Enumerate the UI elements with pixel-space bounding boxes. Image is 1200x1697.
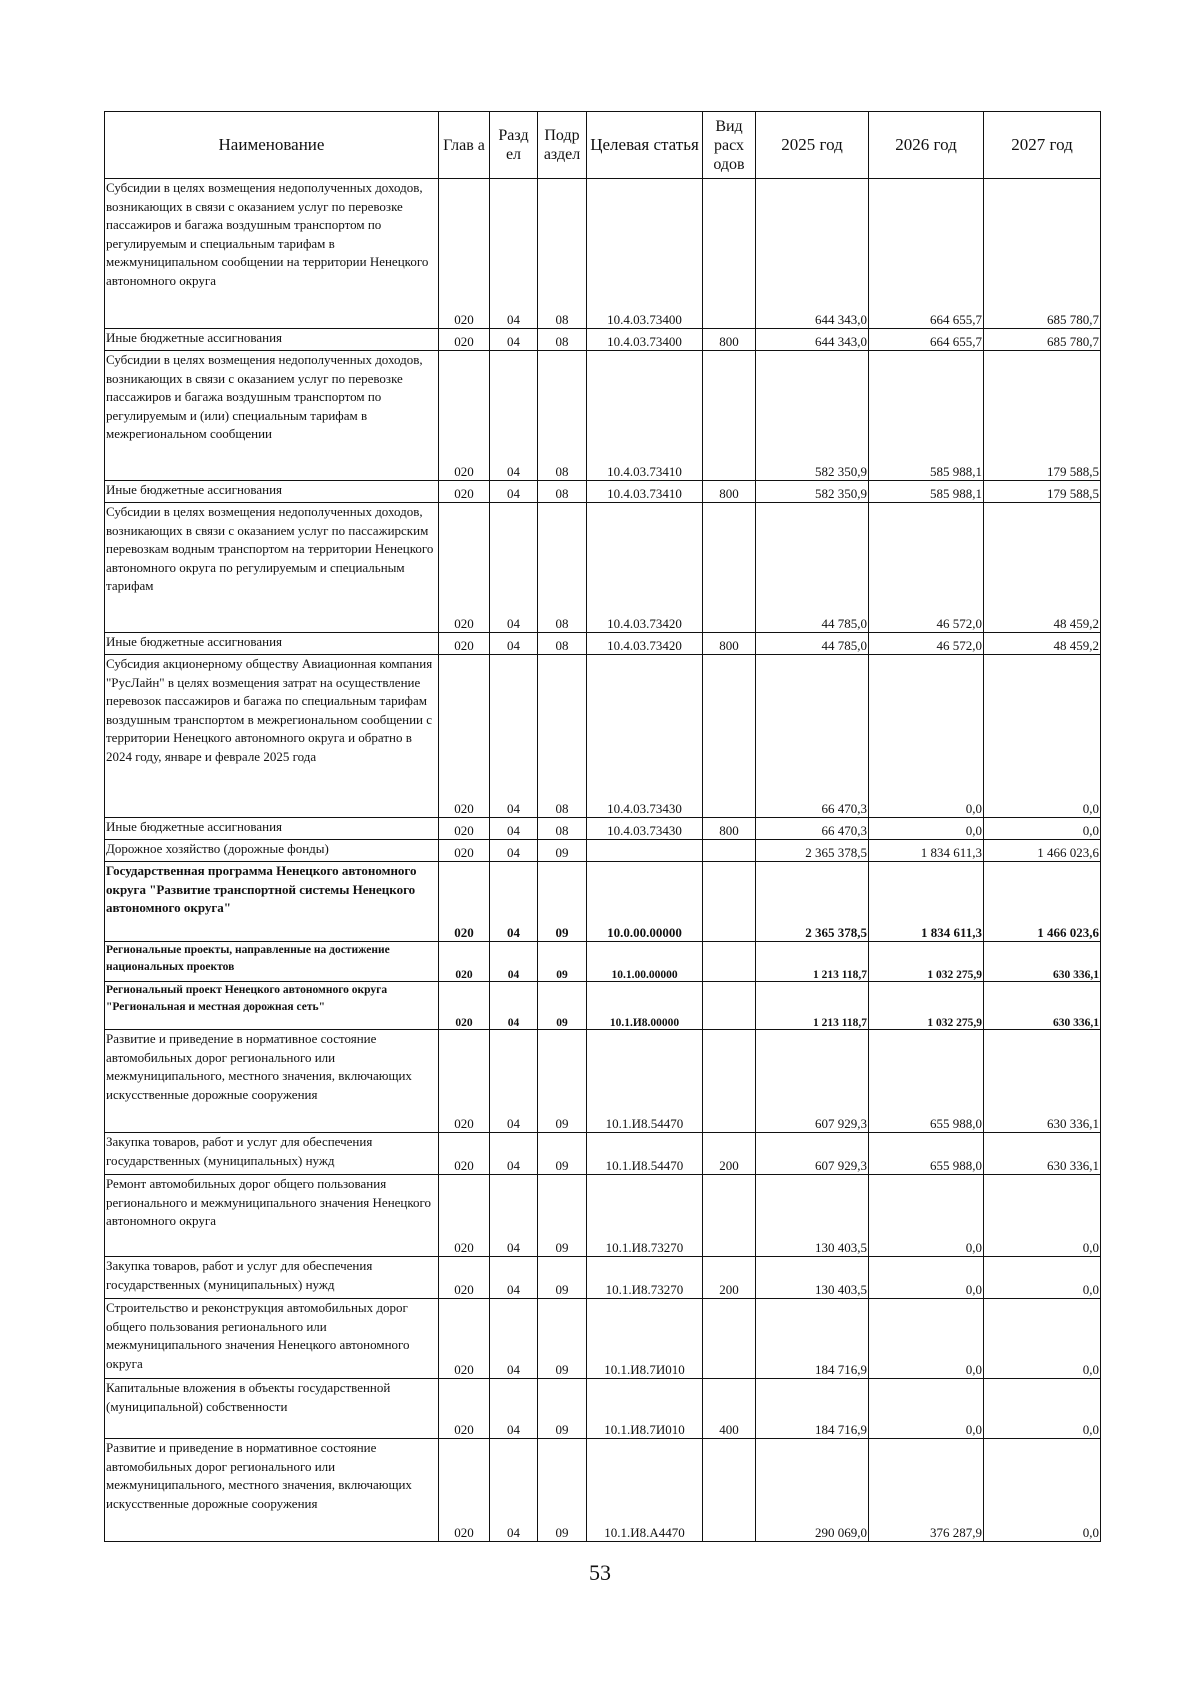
row-2025: 2 365 378,5 [756, 862, 869, 942]
row-2026: 46 572,0 [869, 633, 984, 655]
row-2025: 2 365 378,5 [756, 840, 869, 862]
row-glava: 020 [439, 481, 490, 503]
row-razdel: 04 [490, 1175, 538, 1257]
row-2027: 1 466 023,6 [984, 862, 1101, 942]
row-2027: 0,0 [984, 655, 1101, 818]
row-vid: 800 [703, 481, 756, 503]
row-2025: 66 470,3 [756, 818, 869, 840]
row-vid: 200 [703, 1133, 756, 1175]
row-2026: 0,0 [869, 1257, 984, 1299]
row-2026: 0,0 [869, 655, 984, 818]
row-statya [587, 840, 703, 862]
row-2026: 0,0 [869, 1175, 984, 1257]
row-2025: 290 069,0 [756, 1439, 869, 1542]
row-2027: 630 336,1 [984, 1030, 1101, 1133]
row-podrazdel: 08 [538, 481, 587, 503]
header-razdel: Разд ел [490, 112, 538, 179]
row-vid [703, 1439, 756, 1542]
row-2027: 0,0 [984, 1299, 1101, 1379]
row-glava: 020 [439, 1299, 490, 1379]
row-2026: 655 988,0 [869, 1133, 984, 1175]
row-razdel: 04 [490, 1299, 538, 1379]
row-glava: 020 [439, 633, 490, 655]
budget-table [104, 111, 1101, 1542]
row-statya: 10.4.03.73410 [587, 351, 703, 481]
row-podrazdel: 09 [538, 1439, 587, 1542]
table-row [105, 982, 1101, 1030]
row-2026: 46 572,0 [869, 503, 984, 633]
row-2027: 685 780,7 [984, 329, 1101, 351]
table-row [105, 503, 1101, 633]
row-razdel: 04 [490, 1379, 538, 1439]
header-2025: 2025 год [756, 112, 869, 179]
row-statya: 10.1.И8.А4470 [587, 1439, 703, 1542]
row-podrazdel: 09 [538, 840, 587, 862]
row-podrazdel: 08 [538, 179, 587, 329]
row-glava: 020 [439, 1175, 490, 1257]
row-vid [703, 1030, 756, 1133]
row-2026: 1 834 611,3 [869, 862, 984, 942]
row-razdel: 04 [490, 633, 538, 655]
table-row [105, 862, 1101, 942]
table-row [105, 942, 1101, 982]
row-razdel: 04 [490, 179, 538, 329]
row-razdel: 04 [490, 1133, 538, 1175]
table-row [105, 1030, 1101, 1133]
header-name: Наименование [105, 112, 439, 179]
row-2027: 685 780,7 [984, 179, 1101, 329]
table-row [105, 329, 1101, 351]
row-statya: 10.4.03.73420 [587, 633, 703, 655]
row-glava: 020 [439, 655, 490, 818]
row-podrazdel: 08 [538, 351, 587, 481]
row-podrazdel: 08 [538, 329, 587, 351]
row-podrazdel: 09 [538, 942, 587, 982]
row-statya: 10.4.03.73400 [587, 179, 703, 329]
row-glava: 020 [439, 1379, 490, 1439]
row-glava: 020 [439, 1257, 490, 1299]
row-statya: 10.4.03.73410 [587, 481, 703, 503]
table-header-row [105, 112, 1101, 179]
table-row [105, 1175, 1101, 1257]
row-2027: 0,0 [984, 1175, 1101, 1257]
row-name: Закупка товаров, работ и услуг для обеспечения государственных (муниципальных) нужд [105, 1257, 439, 1299]
row-statya: 10.4.03.73430 [587, 655, 703, 818]
row-2025: 184 716,9 [756, 1379, 869, 1439]
header-vid: Вид расх одов [703, 112, 756, 179]
row-2026: 0,0 [869, 1299, 984, 1379]
row-glava: 020 [439, 818, 490, 840]
row-razdel: 04 [490, 982, 538, 1030]
row-razdel: 04 [490, 840, 538, 862]
table-row [105, 1299, 1101, 1379]
header-2027: 2027 год [984, 112, 1101, 179]
row-2027: 0,0 [984, 818, 1101, 840]
header-2026: 2026 год [869, 112, 984, 179]
row-vid [703, 351, 756, 481]
table-row [105, 1439, 1101, 1542]
row-glava: 020 [439, 503, 490, 633]
row-statya: 10.1.И8.73270 [587, 1257, 703, 1299]
row-2025: 44 785,0 [756, 503, 869, 633]
row-2025: 44 785,0 [756, 633, 869, 655]
table-row [105, 1379, 1101, 1439]
row-razdel: 04 [490, 329, 538, 351]
row-2027: 48 459,2 [984, 503, 1101, 633]
row-2025: 582 350,9 [756, 351, 869, 481]
row-name: Региональные проекты, направленные на достижение национальных проектов [105, 942, 439, 982]
row-2027: 630 336,1 [984, 1133, 1101, 1175]
row-vid: 200 [703, 1257, 756, 1299]
row-2026: 585 988,1 [869, 481, 984, 503]
row-2027: 179 588,5 [984, 351, 1101, 481]
row-vid [703, 982, 756, 1030]
row-name: Иные бюджетные ассигнования [105, 818, 439, 840]
row-statya: 10.0.00.00000 [587, 862, 703, 942]
row-name: Региональный проект Ненецкого автономного округа "Региональная и местная дорожная сеть" [105, 982, 439, 1030]
table-row [105, 351, 1101, 481]
row-2025: 607 929,3 [756, 1133, 869, 1175]
row-2026: 0,0 [869, 1379, 984, 1439]
table-row [105, 840, 1101, 862]
row-podrazdel: 09 [538, 862, 587, 942]
row-vid [703, 1175, 756, 1257]
row-2027: 179 588,5 [984, 481, 1101, 503]
header-statya: Целевая статья [587, 112, 703, 179]
row-2025: 130 403,5 [756, 1257, 869, 1299]
table-row [105, 179, 1101, 329]
row-name: Капитальные вложения в объекты государственной (муниципальной) собственности [105, 1379, 439, 1439]
row-statya: 10.1.И8.00000 [587, 982, 703, 1030]
row-name: Субсидия акционерному обществу Авиационная компания "РусЛайн" в целях возмещения затрат на осуществление перевозок пассажиров и багажа по специальным тарифам воздушным транспортом в межрегиональном сообщении с территории Ненецкого автономного округа и обратно в 2024 году, январе и феврале 2025 года [105, 655, 439, 818]
row-statya: 10.1.И8.54470 [587, 1133, 703, 1175]
row-2026: 0,0 [869, 818, 984, 840]
row-glava: 020 [439, 862, 490, 942]
row-podrazdel: 09 [538, 982, 587, 1030]
row-vid [703, 503, 756, 633]
row-2027: 0,0 [984, 1439, 1101, 1542]
row-razdel: 04 [490, 1439, 538, 1542]
row-2025: 644 343,0 [756, 329, 869, 351]
row-2027: 0,0 [984, 1257, 1101, 1299]
row-name: Развитие и приведение в нормативное состояние автомобильных дорог регионального или межмуниципального, местного значения, включающих искусственные дорожные сооружения [105, 1439, 439, 1542]
row-vid: 800 [703, 329, 756, 351]
row-name: Иные бюджетные ассигнования [105, 329, 439, 351]
row-glava: 020 [439, 351, 490, 481]
row-podrazdel: 09 [538, 1030, 587, 1133]
row-glava: 020 [439, 1439, 490, 1542]
row-glava: 020 [439, 942, 490, 982]
row-2025: 184 716,9 [756, 1299, 869, 1379]
row-vid: 800 [703, 818, 756, 840]
row-razdel: 04 [490, 655, 538, 818]
row-vid: 400 [703, 1379, 756, 1439]
row-2025: 644 343,0 [756, 179, 869, 329]
row-statya: 10.1.00.00000 [587, 942, 703, 982]
row-podrazdel: 08 [538, 655, 587, 818]
row-name: Ремонт автомобильных дорог общего пользования регионального и межмуниципального значения Ненецкого автономного округа [105, 1175, 439, 1257]
row-glava: 020 [439, 840, 490, 862]
row-2026: 664 655,7 [869, 179, 984, 329]
row-2027: 630 336,1 [984, 982, 1101, 1030]
row-vid [703, 942, 756, 982]
row-statya: 10.1.И8.54470 [587, 1030, 703, 1133]
row-2025: 607 929,3 [756, 1030, 869, 1133]
row-podrazdel: 09 [538, 1133, 587, 1175]
row-statya: 10.1.И8.7И010 [587, 1299, 703, 1379]
row-glava: 020 [439, 1030, 490, 1133]
row-razdel: 04 [490, 942, 538, 982]
row-2026: 1 834 611,3 [869, 840, 984, 862]
row-statya: 10.1.И8.73270 [587, 1175, 703, 1257]
table-row [105, 818, 1101, 840]
row-2026: 664 655,7 [869, 329, 984, 351]
row-2025: 66 470,3 [756, 655, 869, 818]
table-row [105, 655, 1101, 818]
row-2025: 130 403,5 [756, 1175, 869, 1257]
row-statya: 10.1.И8.7И010 [587, 1379, 703, 1439]
row-podrazdel: 08 [538, 633, 587, 655]
row-statya: 10.4.03.73400 [587, 329, 703, 351]
row-name: Иные бюджетные ассигнования [105, 633, 439, 655]
row-vid: 800 [703, 633, 756, 655]
row-2027: 0,0 [984, 1379, 1101, 1439]
row-2025: 1 213 118,7 [756, 982, 869, 1030]
row-podrazdel: 09 [538, 1257, 587, 1299]
row-razdel: 04 [490, 1030, 538, 1133]
row-name: Развитие и приведение в нормативное состояние автомобильных дорог регионального или межмуниципального, местного значения, включающих искусственные дорожные сооружения [105, 1030, 439, 1133]
row-2026: 376 287,9 [869, 1439, 984, 1542]
row-2026: 1 032 275,9 [869, 942, 984, 982]
row-razdel: 04 [490, 503, 538, 633]
row-2026: 1 032 275,9 [869, 982, 984, 1030]
row-vid [703, 862, 756, 942]
row-razdel: 04 [490, 862, 538, 942]
row-name: Субсидии в целях возмещения недополученных доходов, возникающих в связи с оказанием услуг по перевозке пассажиров и багажа воздушным транспортом по регулируемым и (или) специальным тарифам в межрегиональном сообщении [105, 351, 439, 481]
row-podrazdel: 09 [538, 1175, 587, 1257]
row-razdel: 04 [490, 1257, 538, 1299]
row-vid [703, 840, 756, 862]
row-name: Иные бюджетные ассигнования [105, 481, 439, 503]
row-glava: 020 [439, 179, 490, 329]
row-glava: 020 [439, 329, 490, 351]
row-2027: 1 466 023,6 [984, 840, 1101, 862]
header-glava: Глав а [439, 112, 490, 179]
row-2026: 655 988,0 [869, 1030, 984, 1133]
row-vid [703, 179, 756, 329]
table-row [105, 1257, 1101, 1299]
row-razdel: 04 [490, 818, 538, 840]
row-name: Субсидии в целях возмещения недополученных доходов, возникающих в связи с оказанием услуг по перевозке пассажиров и багажа воздушным транспортом по регулируемым и специальным тарифам в межмуниципальном сообщении на территории Ненецкого автономного округа [105, 179, 439, 329]
row-glava: 020 [439, 982, 490, 1030]
table-row [105, 481, 1101, 503]
row-glava: 020 [439, 1133, 490, 1175]
row-razdel: 04 [490, 481, 538, 503]
table-row [105, 1133, 1101, 1175]
row-name: Субсидии в целях возмещения недополученных доходов, возникающих в связи с оказанием услуг по пассажирским перевозкам водным транспортом на территории Ненецкого автономного округа по регулируемым и специальным тарифам [105, 503, 439, 633]
row-razdel: 04 [490, 351, 538, 481]
row-podrazdel: 08 [538, 503, 587, 633]
row-podrazdel: 09 [538, 1379, 587, 1439]
row-2027: 630 336,1 [984, 942, 1101, 982]
header-podrazdel: Подр аздел [538, 112, 587, 179]
row-name: Закупка товаров, работ и услуг для обеспечения государственных (муниципальных) нужд [105, 1133, 439, 1175]
row-podrazdel: 09 [538, 1299, 587, 1379]
row-statya: 10.4.03.73430 [587, 818, 703, 840]
row-vid [703, 1299, 756, 1379]
row-name: Строительство и реконструкция автомобильных дорог общего пользования регионального или межмуниципального значения Ненецкого автономного округа [105, 1299, 439, 1379]
row-2026: 585 988,1 [869, 351, 984, 481]
row-name: Государственная программа Ненецкого автономного округа "Развитие транспортной системы Ненецкого автономного округа" [105, 862, 439, 942]
row-statya: 10.4.03.73420 [587, 503, 703, 633]
row-name: Дорожное хозяйство (дорожные фонды) [105, 840, 439, 862]
row-2025: 582 350,9 [756, 481, 869, 503]
page-number: 53 [589, 1560, 611, 1585]
row-2025: 1 213 118,7 [756, 942, 869, 982]
row-2027: 48 459,2 [984, 633, 1101, 655]
table-row [105, 633, 1101, 655]
row-vid [703, 655, 756, 818]
row-podrazdel: 08 [538, 818, 587, 840]
